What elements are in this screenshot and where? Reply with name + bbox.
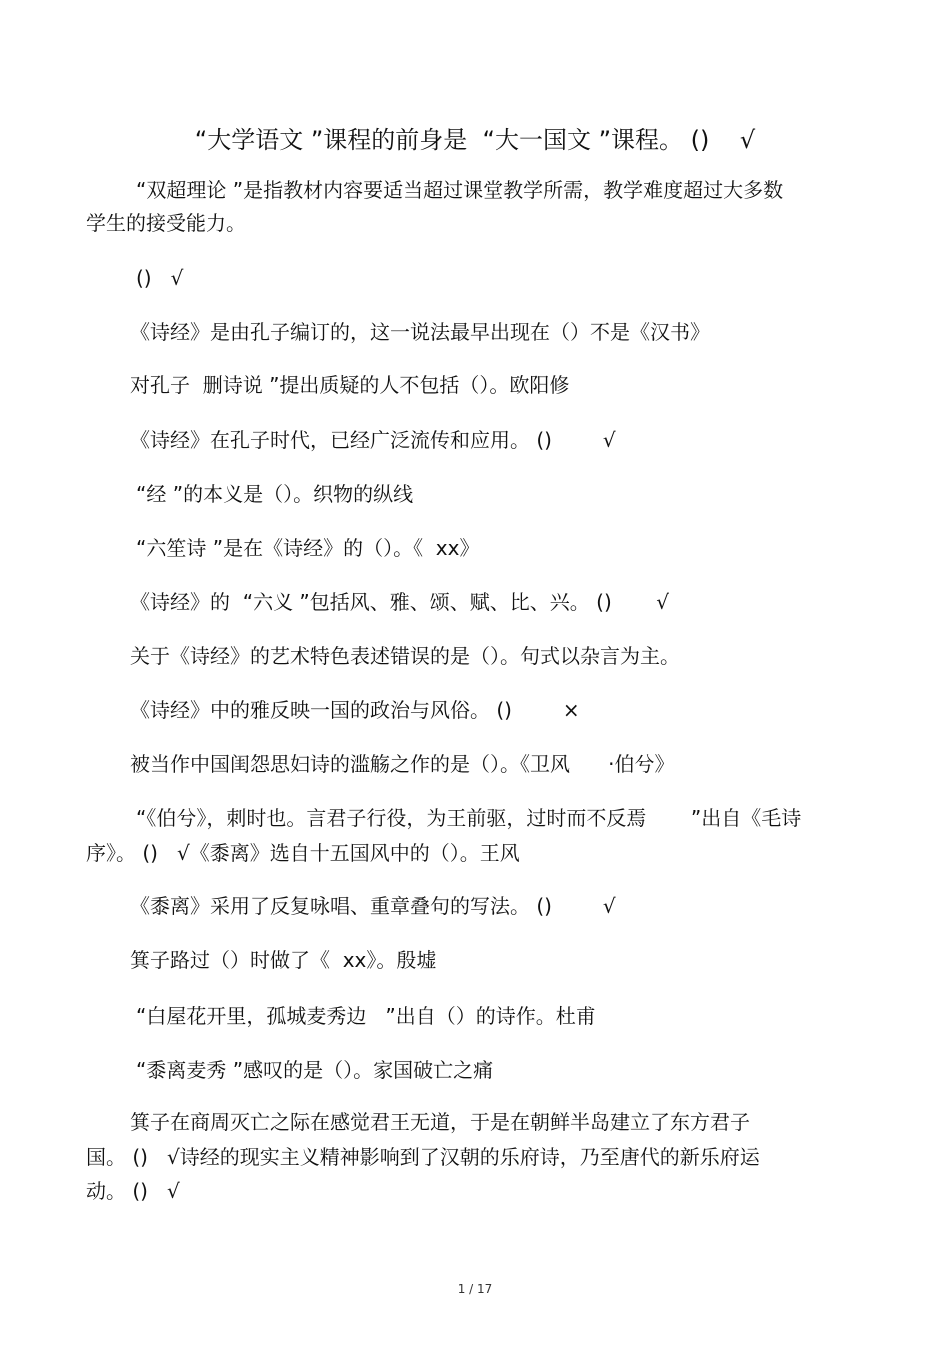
- text-line: 《诗经》的 “六义 ”包括风、雅、颂、赋、比、兴。 () √: [130, 590, 670, 614]
- text-line: 《黍离》采用了反复咏唱、重章叠句的写法。 () √: [130, 894, 616, 918]
- text-line: “六笙诗 ”是在《诗经》的（）。《 xx》: [136, 536, 480, 560]
- text-line: 《诗经》在孔子时代，已经广泛流传和应用。 () √: [130, 428, 616, 452]
- text-line: 箕子在商周灭亡之际在感觉君王无道，于是在朝鲜半岛建立了东方君子: [130, 1110, 750, 1134]
- text-line: “经 ”的本义是（）。织物的纵线: [136, 482, 414, 506]
- text-line: 序》。 () √《黍离》选自十五国风中的（）。王风: [86, 841, 520, 865]
- text-line: 被当作中国闺怨思妇诗的滥觞之作的是（）。《卫风 ·伯兮》: [130, 752, 675, 776]
- text-line: 学生的接受能力。: [86, 211, 246, 235]
- text-line: “白屋花开里，孤城麦秀边 ”出自（）的诗作。杜甫: [136, 1004, 596, 1028]
- text-line: 《诗经》中的雅反映一国的政治与风俗。 () ×: [130, 698, 580, 722]
- page-number: 1 / 17: [457, 1282, 493, 1296]
- text-line: “《伯兮》，刺时也。言君子行役，为王前驱，过时而不反焉 ”出自《毛诗: [136, 806, 802, 830]
- text-line: 国。 () √诗经的现实主义精神影响到了汉朝的乐府诗，乃至唐代的新乐府运: [86, 1145, 760, 1169]
- text-line: 箕子路过（）时做了《 xx》。殷墟: [130, 948, 437, 972]
- text-line: () √: [136, 266, 184, 290]
- text-line: “黍离麦秀 ”感叹的是（）。家国破亡之痛: [136, 1058, 494, 1082]
- text-line: 关于《诗经》的艺术特色表述错误的是（）。句式以杂言为主。: [130, 644, 680, 668]
- text-line: 《诗经》是由孔子编订的，这一说法最早出现在（）不是《汉书》: [130, 320, 710, 344]
- text-line: 对孔子 删诗说 ”提出质疑的人不包括（）。欧阳修: [130, 373, 570, 397]
- page-title: “大学语文 ”课程的前身是 “大一国文 ”课程。 () √: [194, 126, 756, 154]
- text-line: 动。 () √: [86, 1179, 180, 1203]
- text-line: “双超理论 ”是指教材内容要适当超过课堂教学所需，教学难度超过大多数: [136, 178, 784, 202]
